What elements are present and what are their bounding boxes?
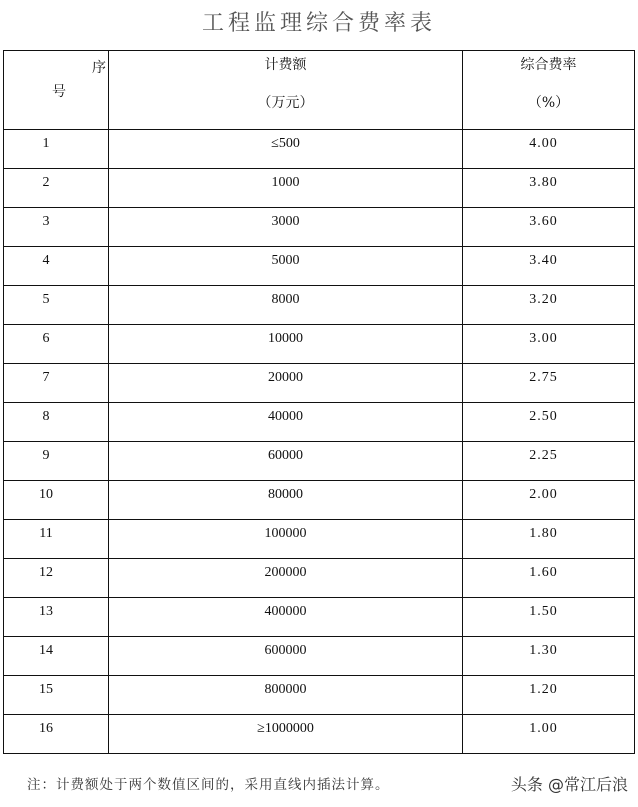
row-amount: 10000 [109,325,463,364]
row-rate: 3.40 [463,247,635,286]
row-rate: 1.80 [463,520,635,559]
row-rate: 3.20 [463,286,635,325]
table-row [4,676,635,715]
row-number: 8 [4,403,109,442]
table-row [4,208,635,247]
table-row [4,715,635,754]
row-number: 15 [4,676,109,715]
header-index-bottom: 号 [52,84,66,100]
watermark: 头条 @常江后浪 [510,775,628,794]
header-index [4,51,109,130]
row-rate: 1.30 [463,637,635,676]
row-amount: 60000 [109,442,463,481]
row-number: 13 [4,598,109,637]
row-amount: ≥1000000 [109,715,463,754]
header-amount-unit: （万元） [257,95,314,111]
header-row [4,51,635,130]
row-amount: 100000 [109,520,463,559]
header-index-top: 序 [92,60,106,76]
row-amount: 80000 [109,481,463,520]
table-row [4,247,635,286]
table-row [4,325,635,364]
header-amount-label: 计费额 [264,57,307,73]
row-rate: 3.00 [463,325,635,364]
row-number: 4 [4,247,109,286]
row-number: 1 [4,130,109,169]
row-amount: 8000 [109,286,463,325]
row-rate: 1.50 [463,598,635,637]
row-number: 7 [4,364,109,403]
table-row [4,598,635,637]
row-amount: 400000 [109,598,463,637]
header-amount [109,51,463,130]
table-row [4,559,635,598]
row-rate: 3.80 [463,169,635,208]
row-number: 6 [4,325,109,364]
row-amount: 40000 [109,403,463,442]
table-row [4,442,635,481]
row-amount: 800000 [109,676,463,715]
row-number: 5 [4,286,109,325]
row-rate: 1.60 [463,559,635,598]
row-rate: 2.50 [463,403,635,442]
footnote: 注：计费额处于两个数值区间的，采用直线内插法计算。 [27,777,390,793]
header-rate-label: 综合费率 [520,57,577,73]
row-number: 10 [4,481,109,520]
page-title: 工程监理综合费率表 [201,11,436,36]
row-number: 9 [4,442,109,481]
row-amount: ≤500 [109,130,463,169]
table-row [4,169,635,208]
row-amount: 20000 [109,364,463,403]
table-row [4,364,635,403]
row-number: 14 [4,637,109,676]
row-number: 12 [4,559,109,598]
row-amount: 1000 [109,169,463,208]
row-number: 11 [4,520,109,559]
rate-table [3,50,635,754]
row-number: 3 [4,208,109,247]
row-rate: 1.00 [463,715,635,754]
row-rate: 2.25 [463,442,635,481]
row-amount: 600000 [109,637,463,676]
row-rate: 2.00 [463,481,635,520]
table-row [4,481,635,520]
table-row [4,130,635,169]
row-rate: 3.60 [463,208,635,247]
row-rate: 4.00 [463,130,635,169]
row-amount: 200000 [109,559,463,598]
table-row [4,637,635,676]
row-number: 16 [4,715,109,754]
table-row [4,403,635,442]
header-rate [463,51,635,130]
table-row [4,520,635,559]
row-amount: 3000 [109,208,463,247]
header-rate-unit: （%） [527,95,570,111]
row-rate: 2.75 [463,364,635,403]
table-row [4,286,635,325]
row-amount: 5000 [109,247,463,286]
row-rate: 1.20 [463,676,635,715]
row-number: 2 [4,169,109,208]
